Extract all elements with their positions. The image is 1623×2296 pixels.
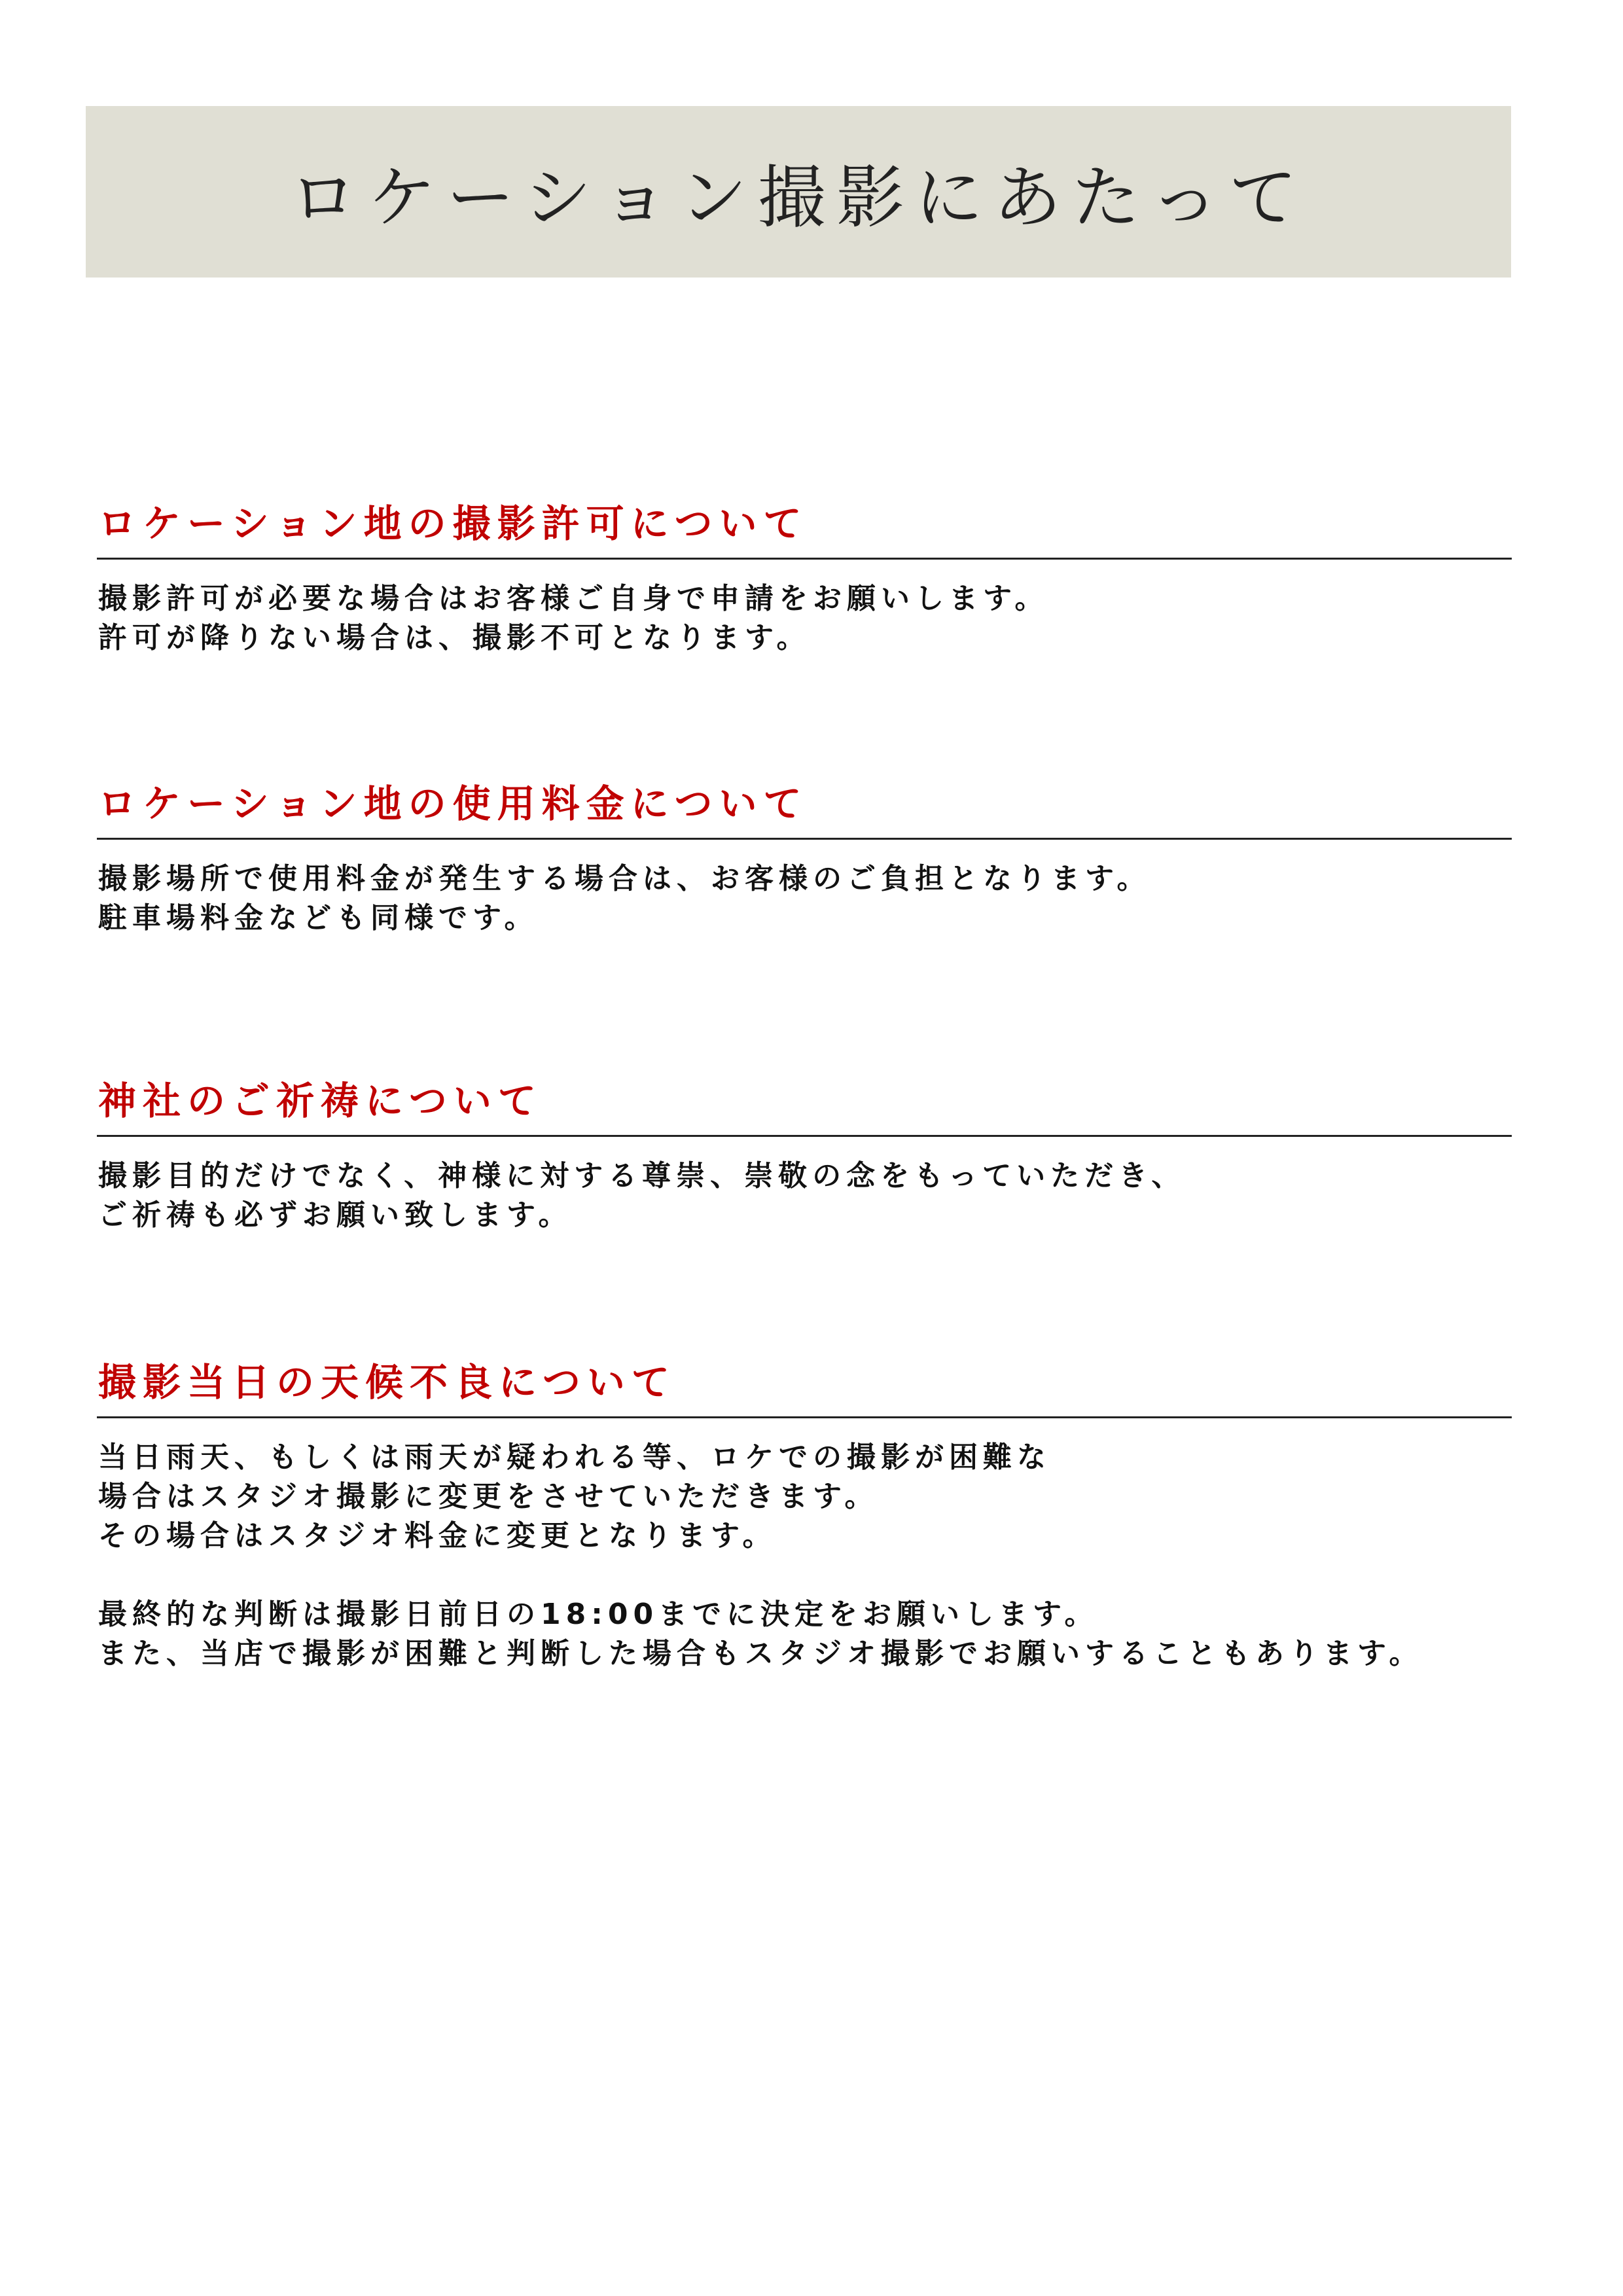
section-heading: 神社のご祈祷について [98,1079,543,1123]
body-line: 撮影許可が必要な場合はお客様ご自身で申請をお願いします。 [98,582,1049,615]
section-usage-fee [98,778,1512,938]
section-body [98,1438,1512,1674]
section-divider [97,1135,1512,1137]
section-bad-weather [98,1356,1512,1674]
section-heading: ロケーション地の使用料金について [98,781,808,826]
section-divider [97,1416,1512,1418]
body-line: 撮影場所で使用料金が発生する場合は、お客様のご負担となります。 [98,862,1151,895]
body-line: 許可が降りない場合は、撮影不可となります。 [98,621,811,655]
title-banner [86,106,1511,278]
body-line: 当日雨天、もしくは雨天が疑われる等、ロケでの撮影が困難な [98,1441,1051,1474]
body-line: 最終的な判断は撮影日前日の18:00までに決定をお願いします。 [98,1598,1099,1631]
section-heading: ロケーション地の撮影許可について [98,501,808,546]
section-divider [97,838,1512,840]
section-body [98,1157,1512,1235]
body-line: 撮影目的だけでなく、神様に対する尊崇、崇敬の念をもっていただき、 [98,1159,1186,1193]
section-body [98,859,1512,938]
section-body [98,579,1512,658]
section-shooting-permission [98,497,1512,658]
page-title: ロケーション撮影にあたって [289,158,1308,238]
body-line: 場合はスタジオ撮影に変更をさせていただきます。 [98,1480,879,1513]
body-line: また、当店で撮影が困難と判断した場合もスタジオ撮影でお願いすることもあります。 [98,1637,1423,1670]
body-line: ご祈祷も必ずお願い致します。 [98,1198,573,1232]
body-line: 駐車場料金なども同様です。 [98,901,539,935]
section-heading: 撮影当日の天候不良について [98,1360,676,1405]
section-divider [97,558,1512,560]
section-shrine-prayer [98,1075,1512,1235]
body-line: その場合はスタジオ料金に変更となります。 [98,1519,777,1552]
paragraph-gap [98,1556,1512,1595]
